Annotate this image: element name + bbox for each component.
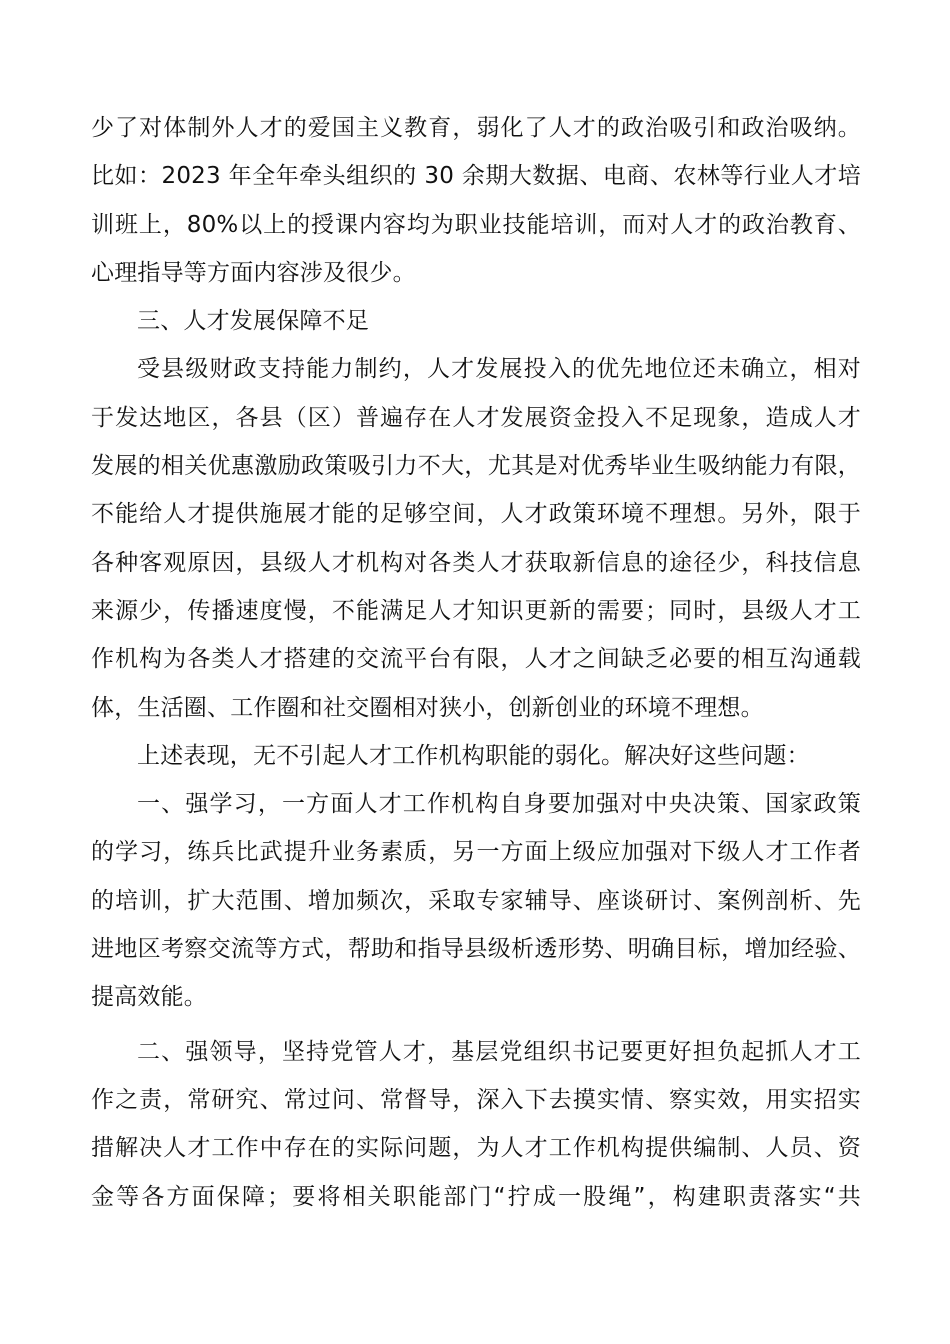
text-line: 二、强领导，坚持党管人才，基层党组织书记要更好担负起抓人才工 xyxy=(137,1038,861,1065)
text-line: 一、强学习，一方面人才工作机构自身要加强对中央决策、国家政策 xyxy=(137,791,861,818)
text-line: 受县级财政支持能力制约，人才发展投入的优先地位还未确立，相对 xyxy=(137,356,861,383)
text-line: 心理指导等方面内容涉及很少。 xyxy=(91,259,416,286)
text-line: 发展的相关优惠激励政策吸引力不大，尤其是对优秀毕业生吸纳能力有限， xyxy=(91,453,861,480)
text-line: 上述表现，无不引起人才工作机构职能的弱化。解决好这些问题： xyxy=(137,742,810,769)
text-line: 训班上，80%以上的授课内容均为职业技能培训，而对人才的政治教育、 xyxy=(91,211,861,238)
text-line: 于发达地区，各县（区）普遍存在人才发展资金投入不足现象，造成人才 xyxy=(91,404,861,431)
text-line: 作机构为各类人才搭建的交流平台有限，人才之间缺乏必要的相互沟通载 xyxy=(91,646,861,673)
text-line: 各种客观原因，县级人才机构对各类人才获取新信息的途径少，科技信息 xyxy=(91,549,861,576)
text-line: 少了对体制外人才的爱国主义教育，弱化了人才的政治吸引和政治吸纳。 xyxy=(91,115,861,141)
text-line: 作之责，常研究、常过问、常督导，深入下去摸实情、察实效，用实招实 xyxy=(91,1086,861,1113)
text-line: 进地区考察交流等方式，帮助和指导县级析透形势、明确目标，增加经验、 xyxy=(91,936,861,963)
document-body xyxy=(91,104,861,1221)
text-line: 的学习，练兵比武提升业务素质，另一方面上级应加强对下级人才工作者 xyxy=(91,839,861,866)
text-line: 金等各方面保障；要将相关职能部门“拧成一股绳”，构建职责落实“共 xyxy=(91,1183,861,1210)
text-line: 不能给人才提供施展才能的足够空间，人才政策环境不理想。另外，限于 xyxy=(91,501,861,528)
text-line: 来源少，传播速度慢，不能满足人才知识更新的需要；同时，县级人才工 xyxy=(91,597,861,624)
text-line: 提高效能。 xyxy=(91,984,207,1011)
text-line: 体，生活圈、工作圈和社交圈相对狭小，创新创业的环境不理想。 xyxy=(91,694,764,721)
text-line: 比如：2023 年全年牵头组织的 30 余期大数据、电商、农林等行业人才培 xyxy=(91,163,861,190)
text-line: 措解决人才工作中存在的实际问题，为人才工作机构提供编制、人员、资 xyxy=(91,1135,861,1162)
text-line: 的培训，扩大范围、增加频次，采取专家辅导、座谈研讨、案例剖析、先 xyxy=(91,887,861,914)
section-heading: 三、人才发展保障不足 xyxy=(137,308,369,335)
